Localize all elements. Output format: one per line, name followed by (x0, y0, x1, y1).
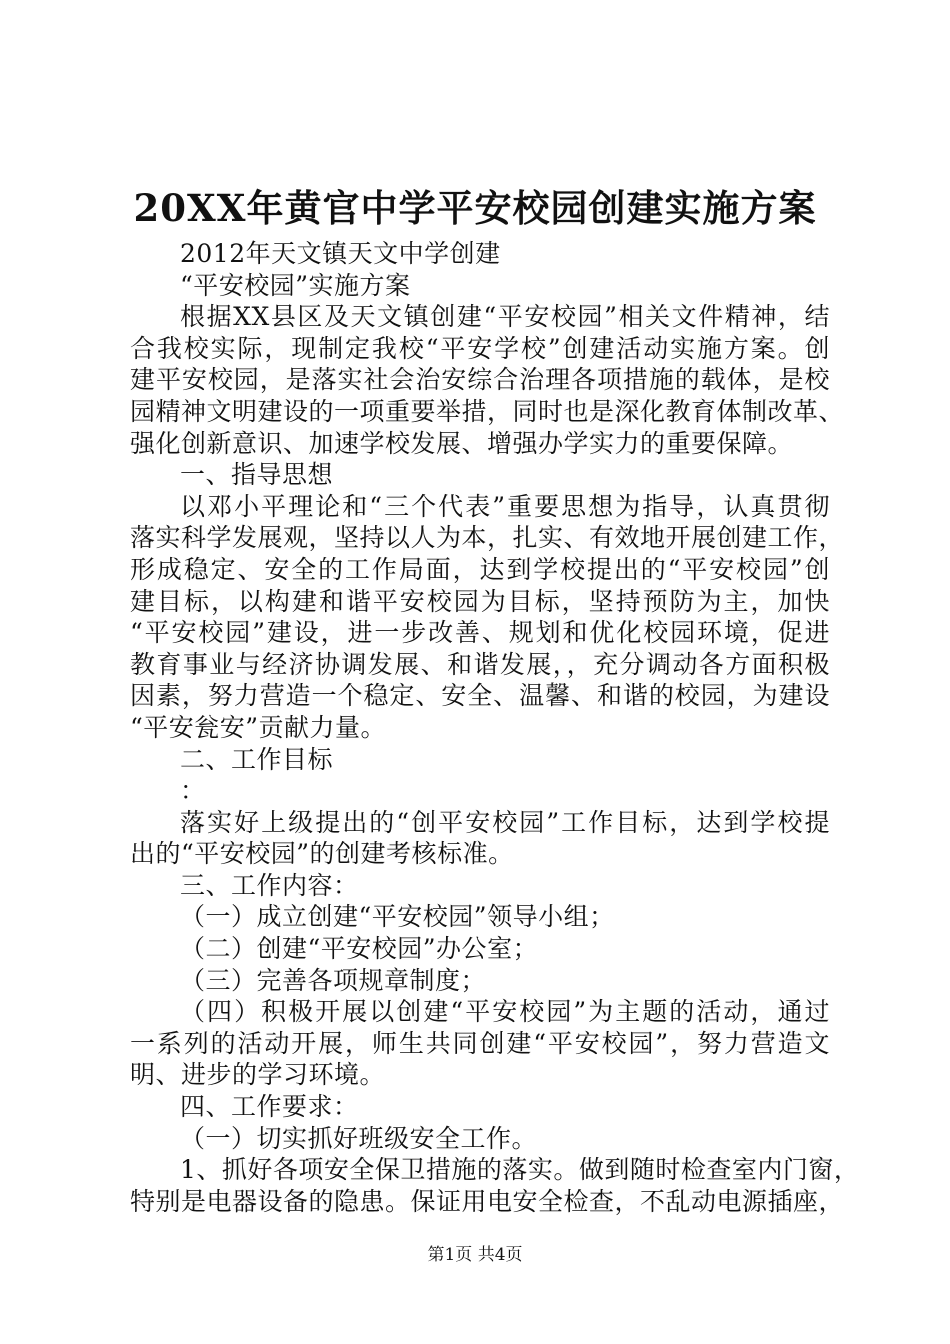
document-title: 20XX年黄官中学平安校园创建实施方案 (133, 186, 817, 230)
text-line: ： (180, 776, 206, 806)
text-line: （一）切实抓好班级安全工作。 (180, 1123, 538, 1153)
text-line: 形成稳定、安全的工作局面，达到学校提出的“平安校园”创 (130, 554, 830, 584)
text-line: 以邓小平理论和“三个代表”重要思想为指导，认真贯彻 (180, 491, 830, 521)
text-line: （一）成立创建“平安校园”领导小组； (180, 902, 615, 932)
text-line: 落实科学发展观，坚持以人为本，扎实、有效地开展创建工作， (130, 523, 845, 553)
text-line: 因素，努力营造一个稳定、安全、温馨、和谐的校园，为建设 (130, 681, 830, 711)
text-line: 二、工作目标 (180, 744, 334, 774)
text-line: 合我校实际，现制定我校“平安学校”创建活动实施方案。创 (130, 333, 830, 363)
text-line: 三、工作内容： (180, 870, 359, 900)
text-line: （三）完善各项规章制度； (180, 965, 487, 995)
text-line: 强化创新意识、加速学校发展、增强办学实力的重要保障。 (130, 428, 794, 458)
text-line: 特别是电器设备的隐患。保证用电安全检查，不乱动电源插座， (130, 1186, 845, 1216)
text-line: “平安瓮安”贡献力量。 (130, 712, 387, 742)
text-line: 根据XX县区及天文镇创建“平安校园”相关文件精神，结 (180, 302, 830, 332)
text-line: “平安校园”建设，进一步改善、规划和优化校园环境，促进 (130, 618, 830, 648)
text-line: 四、工作要求： (180, 1092, 359, 1122)
text-line: 建目标，以构建和谐平安校园为目标，坚持预防为主，加快 (130, 586, 830, 616)
text-line: （四）积极开展以创建“平安校园”为主题的活动，通过 (180, 997, 830, 1027)
text-line: 1、抓好各项安全保卫措施的落实。做到随时检查室内门窗， (180, 1155, 860, 1185)
document-body (130, 238, 860, 1217)
text-line: 建平安校园，是落实社会治安综合治理各项措施的载体，是校 (130, 365, 830, 395)
text-line: “平安校园”实施方案 (180, 270, 411, 300)
text-line: 2012年天文镇天文中学创建 (180, 239, 501, 268)
text-line: （二）创建“平安校园”办公室； (180, 934, 539, 964)
text-line: 出的“平安校园”的创建考核标准。 (130, 839, 514, 869)
text-line: 落实好上级提出的“创平安校园”工作目标，达到学校提 (180, 807, 830, 837)
page-footer: 第1页 共4页 (427, 1245, 523, 1265)
text-line: 教育事业与经济协调发展、和谐发展，，充分调动各方面积极 (130, 649, 830, 679)
text-line: 一、指导思想 (180, 460, 334, 490)
text-line: 园精神文明建设的一项重要举措，同时也是深化教育体制改革、 (130, 396, 845, 426)
text-line: 一系列的活动开展，师生共同创建“平安校园”，努力营造文 (130, 1028, 830, 1058)
text-line: 明、进步的学习环境。 (130, 1060, 386, 1090)
